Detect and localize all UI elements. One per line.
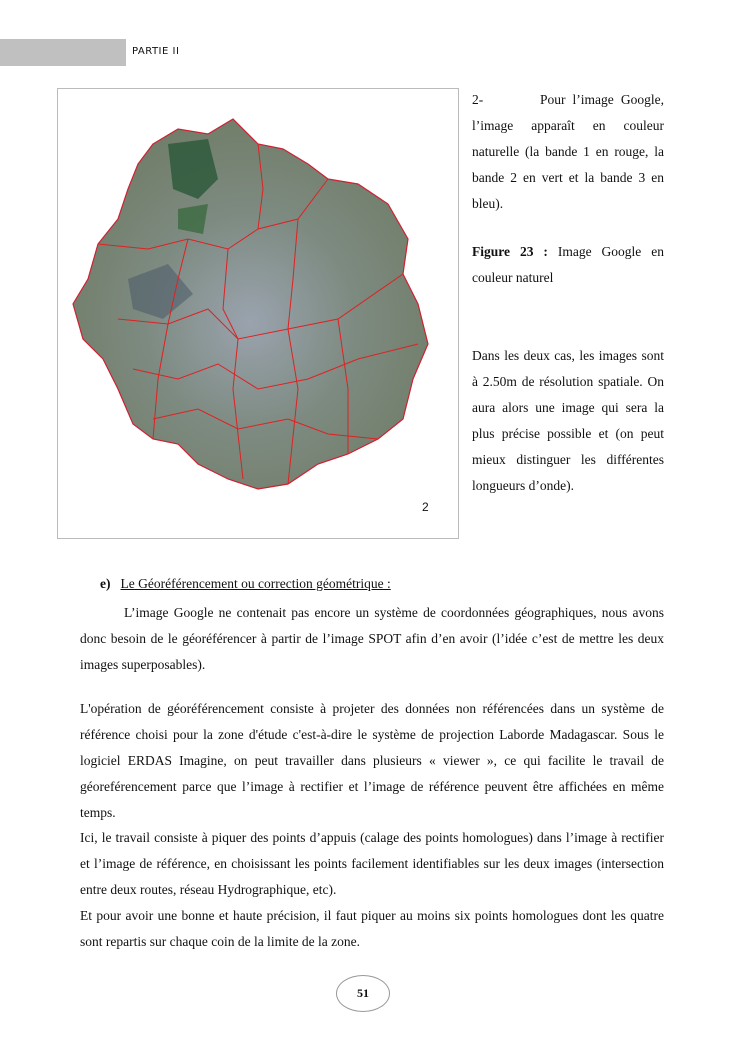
- paragraph: L'opération de géoréférencement consiste à projeter des données non référencées dans un système de référence choisi pour la zone d'étude c'est-à-dire le système de projection Laborde Madagascar. Sous le logiciel ERDAS Imagine, on peut travailler dans plusieurs « viewer », ce qui facilite le travail de géoreférencement parce que l’image à rectifier et l’image de référence peuvent être affichées en même temps.: [80, 701, 664, 820]
- section-marker: e): [100, 576, 111, 591]
- satellite-map-image: [58, 89, 460, 540]
- section-title: Le Géoréférencement ou correction géométrique :: [120, 576, 391, 591]
- figure-number-label: 2: [422, 500, 429, 514]
- section-body: [80, 600, 664, 954]
- paragraph: Ici, le travail consiste à piquer des points d’appuis (calage des points homologues) dans l’image à rectifier et l’image de référence, en choisissant les points facilement identifiables sur les deux images (intersection entre deux routes, réseau Hydrographique, etc).: [80, 830, 664, 897]
- caption-text: Image Google en couleur naturel: [472, 244, 664, 285]
- header-section-label: PARTIE II: [132, 46, 180, 57]
- section-heading: [100, 576, 391, 592]
- paragraph: L’image Google ne contenait pas encore un système de coordonnées géographiques, nous avons donc besoin de le géoréférencer à partir de l’image SPOT afin d’en avoir (l’idée c’est de mettre les deux images superposables).: [80, 605, 664, 672]
- caption-label: Figure 23 :: [472, 244, 548, 259]
- page-number: 51: [336, 975, 390, 1012]
- resolution-paragraph: Dans les deux cas, les images sont à 2.50m de résolution spatiale. On aura alors une image qui sera la plus précise possible et (on peut mieux distinguer les différentes longueurs d’onde).: [472, 348, 664, 493]
- paragraph: Et pour avoir une bonne et haute précision, il faut piquer au moins six points homologues dont les quatre sont repartis sur chaque coin de la limite de la zone.: [80, 907, 664, 949]
- header-bar: [0, 39, 126, 66]
- figure-caption: [472, 239, 664, 291]
- district-area: [73, 119, 428, 489]
- satellite-image-figure: [57, 88, 459, 539]
- figure-description: 2- Pour l’image Google, l’image apparaît en couleur naturelle (la bande 1 en rouge, la bande 2 en vert et la bande 3 en bleu).: [472, 92, 664, 211]
